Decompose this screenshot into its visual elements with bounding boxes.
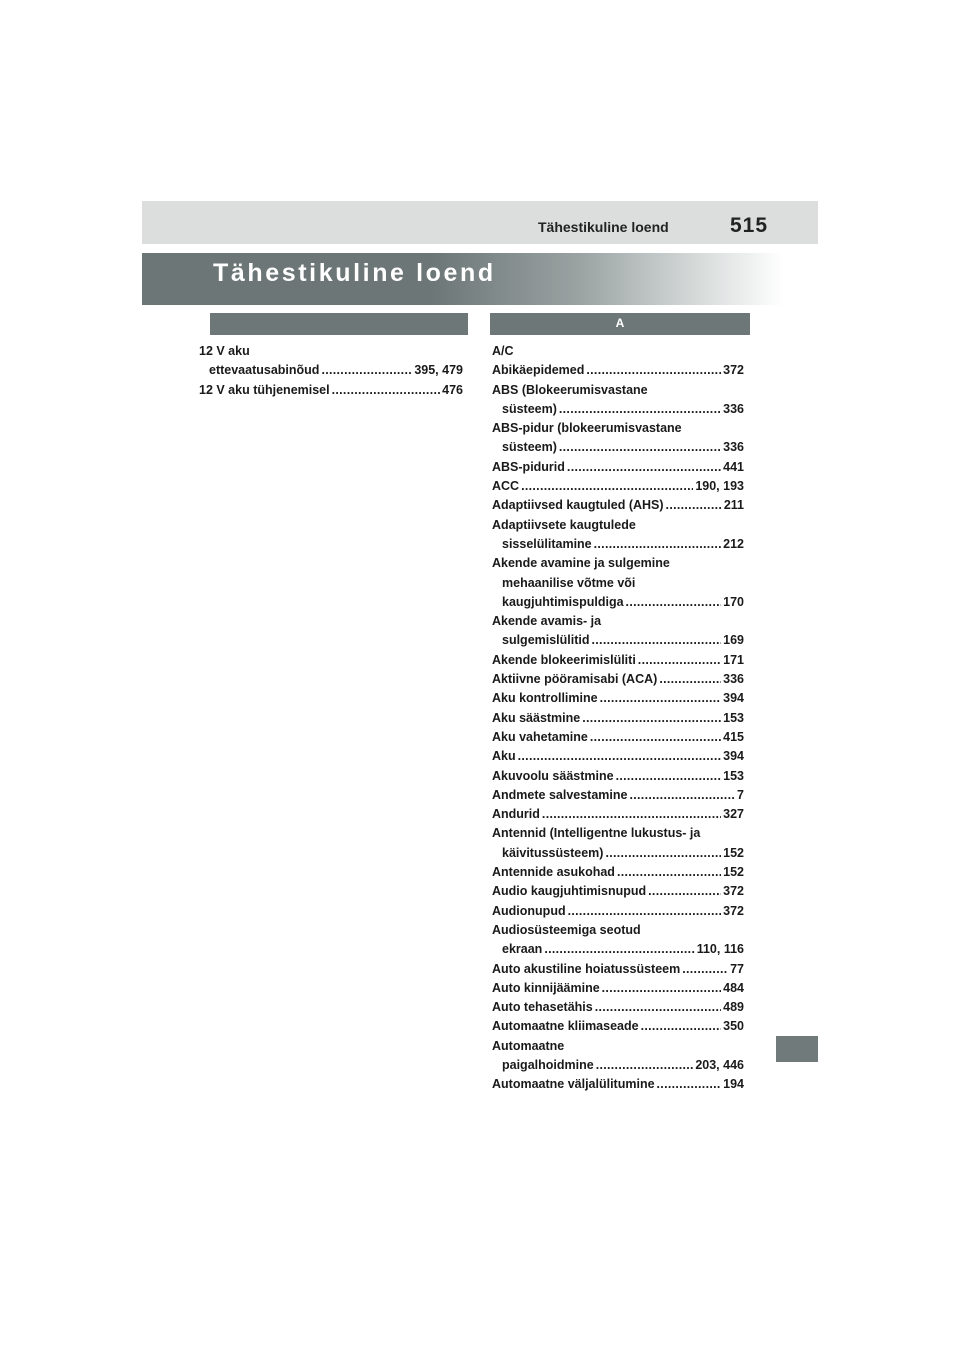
index-term: Auto akustiline hoiatussüsteem: [492, 961, 681, 976]
index-entry-line: [199, 381, 463, 400]
dot-leader: [638, 651, 721, 670]
index-column-left: [199, 342, 463, 400]
page-reference: 372: [723, 884, 744, 899]
page-reference: 7: [737, 787, 744, 802]
running-header-band: [142, 201, 818, 244]
index-term: paigalhoidmine: [502, 1057, 594, 1072]
index-term: sulgemislülitid: [502, 633, 590, 648]
index-entry-line: [492, 998, 744, 1017]
dot-leader: [600, 689, 722, 708]
index-entry-line: [492, 361, 744, 380]
dot-leader: [605, 844, 721, 863]
index-entry-line: [492, 535, 744, 554]
page-reference: 211: [723, 498, 744, 513]
page-reference: 394: [723, 749, 744, 764]
index-term: Aku vahetamine: [492, 729, 588, 744]
index-entry-line: [492, 496, 744, 515]
index-entry: [492, 728, 744, 747]
index-entry-line: [492, 979, 744, 998]
index-term: sisselülitamine: [502, 536, 592, 551]
index-entry-line: [492, 438, 744, 457]
index-entry-line: [492, 747, 744, 766]
dot-leader: [666, 496, 722, 515]
index-entry-line: [492, 844, 744, 863]
index-entry: [492, 419, 744, 458]
index-term: Andurid: [492, 807, 540, 822]
dot-leader: [321, 361, 412, 380]
index-entry-line: [492, 689, 744, 708]
index-term: Adaptiivsed kaugtuled (AHS): [492, 498, 664, 513]
index-term: mehaanilise võtme või: [502, 575, 636, 590]
page-reference: 484: [723, 980, 744, 995]
page-reference: 415: [723, 729, 744, 744]
index-term: Akende blokeerimislüliti: [492, 652, 636, 667]
page-reference: 203, 446: [695, 1057, 744, 1072]
index-entry: [492, 612, 744, 651]
index-entry-line: [492, 574, 744, 593]
index-term: A/C: [492, 344, 514, 358]
index-entry-line: [492, 342, 744, 361]
page-reference: 476: [442, 382, 463, 397]
index-term: kaugjuhtimispuldiga: [502, 594, 624, 609]
index-term: 12 V aku tühjenemisel: [199, 382, 330, 397]
index-column-right: [492, 342, 744, 1095]
index-term: Aku: [492, 749, 516, 764]
page-title: Tähestikuline loend: [213, 259, 496, 287]
index-entry: [492, 747, 744, 766]
index-entry-line: [199, 361, 463, 380]
index-entry-line: [492, 612, 744, 631]
dot-leader: [586, 361, 721, 380]
index-term: Adaptiivsete kaugtulede: [492, 517, 636, 532]
page-reference: 190, 193: [695, 479, 744, 494]
index-entry: [492, 786, 744, 805]
index-term: süsteem): [502, 401, 557, 416]
page-reference: 212: [723, 536, 744, 551]
index-entry: [492, 670, 744, 689]
index-entry-line: [492, 902, 744, 921]
index-entry: [492, 689, 744, 708]
index-term: ABS-pidur (blokeerumisvastane: [492, 421, 682, 436]
dot-leader: [657, 1075, 722, 1094]
index-entry-line: [492, 960, 744, 979]
page-reference: 153: [723, 710, 744, 725]
index-entry: [492, 342, 744, 361]
index-term: Akende avamine ja sulgemine: [492, 556, 670, 571]
index-entry: [492, 882, 744, 901]
dot-leader: [682, 960, 728, 979]
index-entry-line: [492, 882, 744, 901]
index-entry-line: [492, 921, 744, 940]
page-reference: 152: [723, 865, 744, 880]
index-entry: [492, 960, 744, 979]
dot-leader: [602, 979, 721, 998]
page-reference: 152: [723, 845, 744, 860]
index-term: ABS-pidurid: [492, 459, 565, 474]
index-entry-line: [492, 631, 744, 650]
index-term: Antennide asukohad: [492, 865, 615, 880]
index-term: Antennid (Intelligentne lukustus- ja: [492, 826, 701, 841]
index-term: ABS (Blokeerumisvastane: [492, 382, 648, 397]
page-reference: 350: [723, 1019, 744, 1034]
page-number: 515: [730, 214, 769, 237]
section-header-a: A: [490, 313, 750, 335]
dot-leader: [567, 458, 721, 477]
index-term: Audio kaugjuhtimisnupud: [492, 884, 647, 899]
dot-leader: [559, 438, 721, 457]
index-term: ettevaatusabinõud: [209, 363, 320, 378]
index-entry: [492, 458, 744, 477]
dot-leader: [542, 805, 721, 824]
index-entry-line: [492, 419, 744, 438]
index-term: Akende avamis- ja: [492, 614, 602, 629]
dot-leader: [590, 728, 721, 747]
dot-leader: [582, 709, 721, 728]
index-entry: [492, 902, 744, 921]
index-term: Akuvoolu säästmine: [492, 768, 614, 783]
page-reference: 395, 479: [414, 363, 463, 378]
page-reference: 169: [723, 633, 744, 648]
page-reference: 153: [723, 768, 744, 783]
index-entry-line: [492, 381, 744, 400]
index-entry: [492, 709, 744, 728]
dot-leader: [629, 786, 735, 805]
dot-leader: [518, 747, 722, 766]
index-term: ekraan: [502, 942, 543, 957]
index-entry-line: [492, 670, 744, 689]
index-term: Audiosüsteemiga seotud: [492, 922, 641, 937]
index-term: Abikäepidemed: [492, 363, 585, 378]
index-entry-line: [492, 593, 744, 612]
page-reference: 441: [723, 459, 744, 474]
index-entry: [199, 342, 463, 381]
index-entry: [492, 554, 744, 612]
index-entry-line: [492, 786, 744, 805]
index-entry: [492, 496, 744, 515]
index-entry-line: [492, 458, 744, 477]
dot-leader: [626, 593, 722, 612]
page-reference: 489: [723, 1000, 744, 1015]
index-entry: [492, 1037, 744, 1076]
index-entry: [492, 1075, 744, 1094]
index-entry: [492, 516, 744, 555]
index-term: Aku säästmine: [492, 710, 581, 725]
index-term: Automaatne: [492, 1038, 565, 1053]
dot-leader: [592, 631, 722, 650]
dot-leader: [641, 1017, 722, 1036]
index-term: süsteem): [502, 440, 557, 455]
index-entry-line: [492, 709, 744, 728]
page-reference: 194: [723, 1077, 744, 1092]
index-entry: [492, 824, 744, 863]
page-reference: 110, 116: [696, 942, 744, 957]
dot-leader: [659, 670, 721, 689]
index-entry: [492, 863, 744, 882]
index-entry-line: [492, 728, 744, 747]
dot-leader: [648, 882, 721, 901]
index-term: Andmete salvestamine: [492, 787, 628, 802]
section-header-numeric: [210, 313, 468, 335]
index-term: Automaatne kliimaseade: [492, 1019, 639, 1034]
index-entry-line: [492, 863, 744, 882]
index-term: Auto tehasetähis: [492, 1000, 593, 1015]
page-reference: 171: [723, 652, 744, 667]
page-reference: 336: [723, 440, 744, 455]
index-entry: [492, 998, 744, 1017]
index-entry-line: [492, 400, 744, 419]
chapter-thumb-tab: [776, 1036, 818, 1062]
index-entry: [492, 477, 744, 496]
page-reference: 372: [723, 363, 744, 378]
dot-leader: [568, 902, 722, 921]
dot-leader: [594, 535, 722, 554]
index-term: Aktiivne pööramisabi (ACA): [492, 672, 658, 687]
index-entry-line: [199, 342, 463, 361]
running-title: Tähestikuline loend: [538, 219, 669, 235]
index-entry-line: [492, 1017, 744, 1036]
index-entry-line: [492, 554, 744, 573]
index-entry: [492, 767, 744, 786]
dot-leader: [617, 863, 721, 882]
index-term: Automaatne väljalülitumine: [492, 1077, 655, 1092]
index-entry: [492, 921, 744, 960]
index-entry-line: [492, 1037, 744, 1056]
page-reference: 394: [723, 691, 744, 706]
index-entry: [492, 979, 744, 998]
index-entry: [492, 381, 744, 420]
dot-leader: [521, 477, 693, 496]
dot-leader: [595, 998, 721, 1017]
page-reference: 170: [723, 594, 744, 609]
index-term: ACC: [492, 479, 520, 494]
index-entry: [199, 381, 463, 400]
dot-leader: [544, 940, 694, 959]
index-entry-line: [492, 767, 744, 786]
page-reference: 327: [723, 807, 744, 822]
index-term: Aku kontrollimine: [492, 691, 598, 706]
dot-leader: [596, 1056, 694, 1075]
index-entry: [492, 361, 744, 380]
page-reference: 336: [723, 401, 744, 416]
page-reference: 372: [723, 903, 744, 918]
index-entry: [492, 651, 744, 670]
index-entry-line: [492, 1056, 744, 1075]
index-entry-line: [492, 651, 744, 670]
index-entry-line: [492, 1075, 744, 1094]
index-entry: [492, 1017, 744, 1036]
page-reference: 77: [730, 961, 744, 976]
index-term: 12 V aku: [199, 344, 250, 358]
dot-leader: [559, 400, 721, 419]
index-term: Auto kinnijäämine: [492, 980, 600, 995]
index-entry: [492, 805, 744, 824]
dot-leader: [616, 767, 722, 786]
index-entry-line: [492, 477, 744, 496]
dot-leader: [332, 381, 441, 400]
page-reference: 336: [723, 672, 744, 687]
index-entry-line: [492, 516, 744, 535]
index-entry-line: [492, 805, 744, 824]
index-entry-line: [492, 824, 744, 843]
index-term: käivitussüsteem): [502, 845, 604, 860]
index-entry-line: [492, 940, 744, 959]
index-term: Audionupud: [492, 903, 566, 918]
